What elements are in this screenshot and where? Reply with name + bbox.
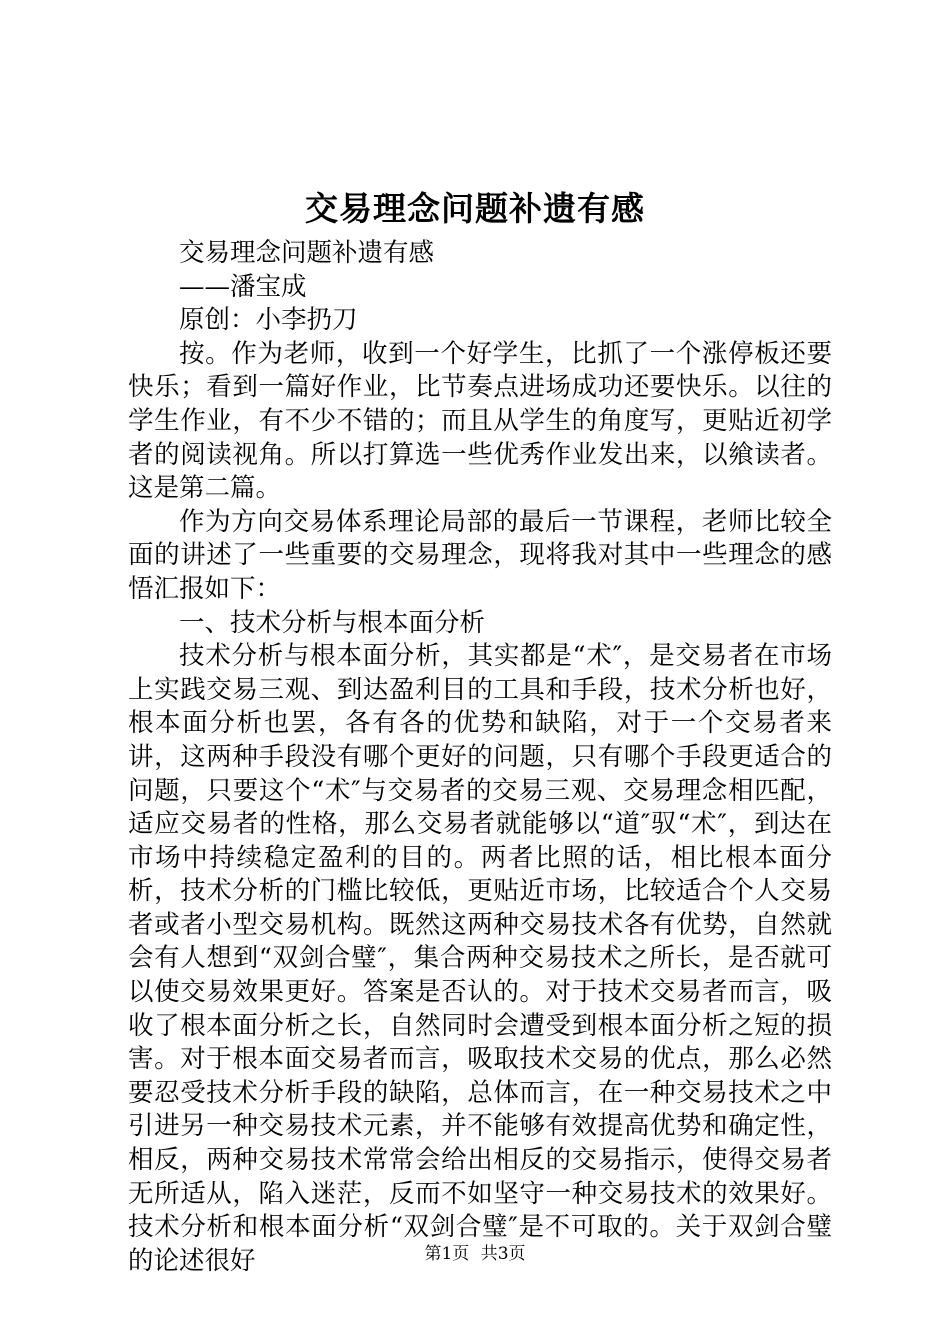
document-title: 交易理念问题补遗有感 xyxy=(305,189,645,228)
section-heading: 一、技术分析与根本面分析 xyxy=(179,607,486,638)
section-paragraph: 技术分析与根本面分析，其实都是“术″，是交易者在市场上实践交易三观、到达盈利目的工具和手段，技术分析也好，根本面分析也罢，各有各的优势和缺陷，对于一个交易者来讲，这两种手段没有哪个更好的问题，只有哪个手段更适合的问题，只要这个“术″与交易者的交易三观、交易理念相匹配，适应交易者的性格，那么交易者就能够以“道″驭“术″，到达在市场中持续稳定盈利的目的。两者比照的话，相比根本面分析，技术分析的门槛比较低，更贴近市场，比较适合个人交易者或者小型交易机构。既然这两种交易技术各有优势，自然就会有人想到“双剑合璧″，集合两种交易技术之所长，是否就可以使交易效果更好。答案是否认的。对于技术交易者而言，吸收了根本面分析之长，自然同时会遭受到根本面分析之短的损害。对于根本面交易者而言，吸取技术交易的优点，那么必然要忍受技术分析手段的缺陷，总体而言，在一种交易技术之中引进另一种交易技术元素，并不能够有效提高优势和确定性，相反，两种交易技术常常会给出相反的交易指示，使得交易者无所适从，陷入迷茫，反而不如坚守一种交易技术的效果好。技术分析和根本面分析“双剑合璧″是不可取的。关于双剑合璧的论述很好 xyxy=(128,641,832,1276)
page-number: 第1页 xyxy=(424,1244,470,1264)
author-line: ——潘宝成 xyxy=(179,271,307,302)
source-line: 原创：小李扔刀 xyxy=(179,305,358,336)
intro-paragraph: 作为方向交易体系理论局部的最后一节课程，老师比较全面的讲述了一些重要的交易理念，现将我对其中一些理念的感悟汇报如下： xyxy=(128,506,832,604)
page-total: 共3页 xyxy=(480,1244,526,1264)
page-footer xyxy=(0,1242,950,1266)
subtitle-paragraph: 交易理念问题补遗有感 xyxy=(179,238,435,268)
preface-paragraph: 按。作为老师，收到一个好学生，比抓了一个涨停板还要快乐；看到一篇好作业，比节奏点进场成功还要快乐。以往的学生作业，有不少不错的；而且从学生的角度写，更贴近初学者的阅读视角。所以打算选一些优秀作业发出来，以飨读者。这是第二篇。 xyxy=(128,338,832,504)
document-body xyxy=(128,237,832,1278)
